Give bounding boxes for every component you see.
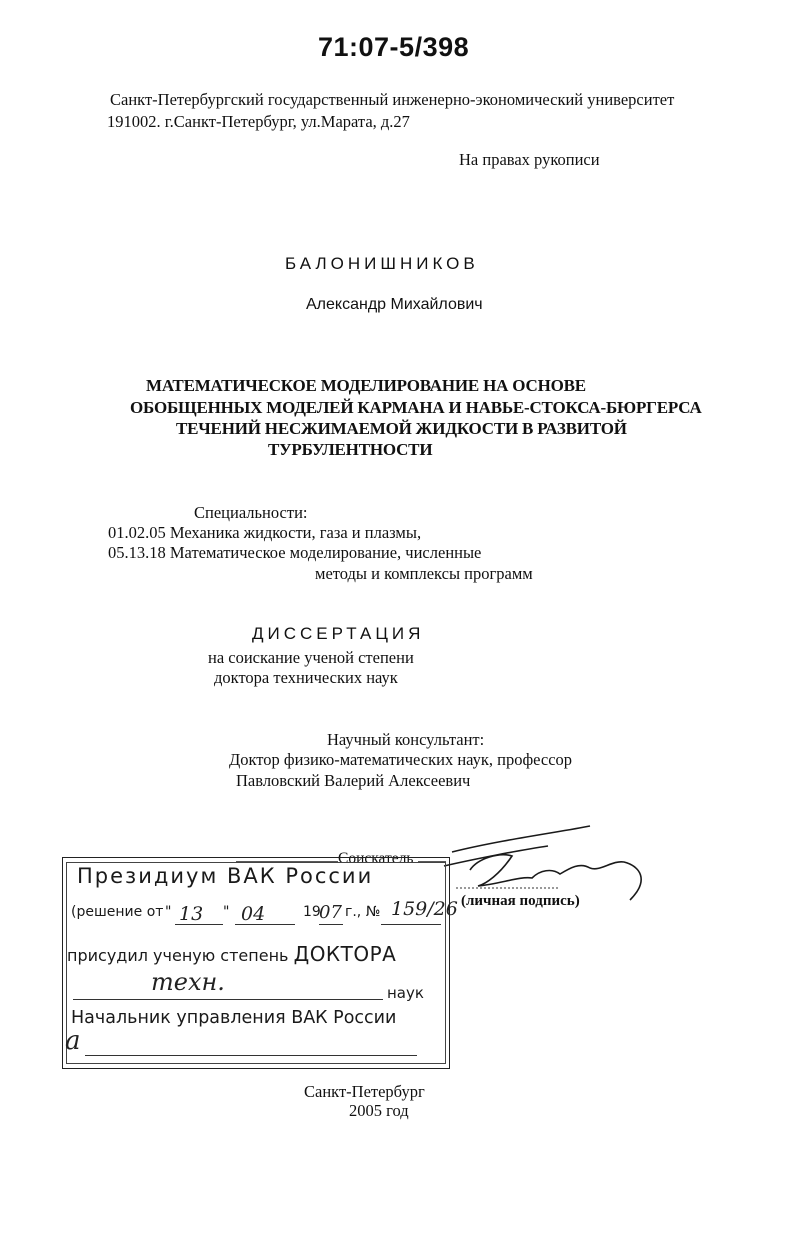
specialties-heading: Специальности: <box>194 503 308 522</box>
stamp-decision-prefix: (решение от <box>71 904 164 920</box>
advisor-degree: Доктор физико-математических наук, профессор <box>229 750 573 769</box>
footer-city: Санкт-Петербург <box>304 1082 425 1101</box>
stamp-year-prefix: 19 <box>303 904 321 920</box>
manuscript-rights: На правах рукописи <box>459 150 600 169</box>
vak-stamp <box>62 857 458 1069</box>
thesis-title-line-3: ТЕЧЕНИЙ НЕСЖИМАЕМОЙ ЖИДКОСТИ В РАЗВИТОЙ <box>176 419 627 438</box>
author-given-name: Александр Михайлович <box>306 296 483 313</box>
stamp-hand-number: 159/26 <box>391 898 458 920</box>
stamp-awarded: присудил ученую степень ДОКТОРА <box>67 942 397 966</box>
thesis-title-line-4: ТУРБУЛЕНТНОСТИ <box>268 440 433 459</box>
stamp-head: Начальник управления ВАК России <box>71 1008 397 1028</box>
stamp-hand-initial: а <box>65 1026 81 1056</box>
stamp-number-line <box>381 924 441 925</box>
specialty-item-2-cont: методы и комплексы программ <box>315 564 533 583</box>
stamp-sciences: наук <box>387 984 424 1002</box>
stamp-quote-2: " <box>223 904 230 920</box>
advisor-name: Павловский Валерий Алексеевич <box>236 771 471 790</box>
university-address: 191002. г.Санкт-Петербург, ул.Марата, д.27 <box>107 112 410 131</box>
stamp-field-line <box>73 999 383 1000</box>
degree-line-2: доктора технических наук <box>214 668 398 687</box>
university-name: Санкт-Петербургский государственный инженерно-экономический университет <box>110 90 675 109</box>
specialty-item-2: 05.13.18 Математическое моделирование, численные <box>108 543 482 562</box>
stamp-hand-year: 07 <box>319 902 342 923</box>
degree-line-1: на соискание ученой степени <box>208 648 414 667</box>
dissertation-heading: ДИССЕРТАЦИЯ <box>252 624 425 643</box>
stamp-hand-field: техн. <box>151 968 225 996</box>
thesis-title-line-1: МАТЕМАТИЧЕСКОЕ МОДЕЛИРОВАНИЕ НА ОСНОВЕ <box>146 376 586 395</box>
stamp-degree-word: ДОКТОРА <box>293 942 397 966</box>
stamp-quote-1: " <box>165 904 172 920</box>
stamp-hand-day: 13 <box>179 903 204 925</box>
stamp-title: Президиум ВАК России <box>77 864 374 888</box>
author-surname: БАЛОНИШНИКОВ <box>285 254 479 273</box>
footer-year: 2005 год <box>349 1101 409 1120</box>
signature-caption: (личная подпись) <box>461 893 580 909</box>
specialty-item-1: 01.02.05 Механика жидкости, газа и плазмы, <box>108 523 422 542</box>
handwritten-signature <box>444 826 641 900</box>
stamp-number-label: г., № <box>345 904 381 920</box>
stamp-hand-month: 04 <box>241 903 266 925</box>
document-code: 71:07-5/398 <box>318 32 470 62</box>
stamp-signature-line <box>85 1055 417 1056</box>
thesis-title-line-2: ОБОБЩЕННЫХ МОДЕЛЕЙ КАРМАНА И НАВЬЕ-СТОКСА-БЮРГЕРСА <box>130 398 702 417</box>
applicant-label: Соискатель <box>338 850 414 867</box>
stamp-year-line <box>319 924 343 925</box>
advisor-label: Научный консультант: <box>327 730 485 749</box>
